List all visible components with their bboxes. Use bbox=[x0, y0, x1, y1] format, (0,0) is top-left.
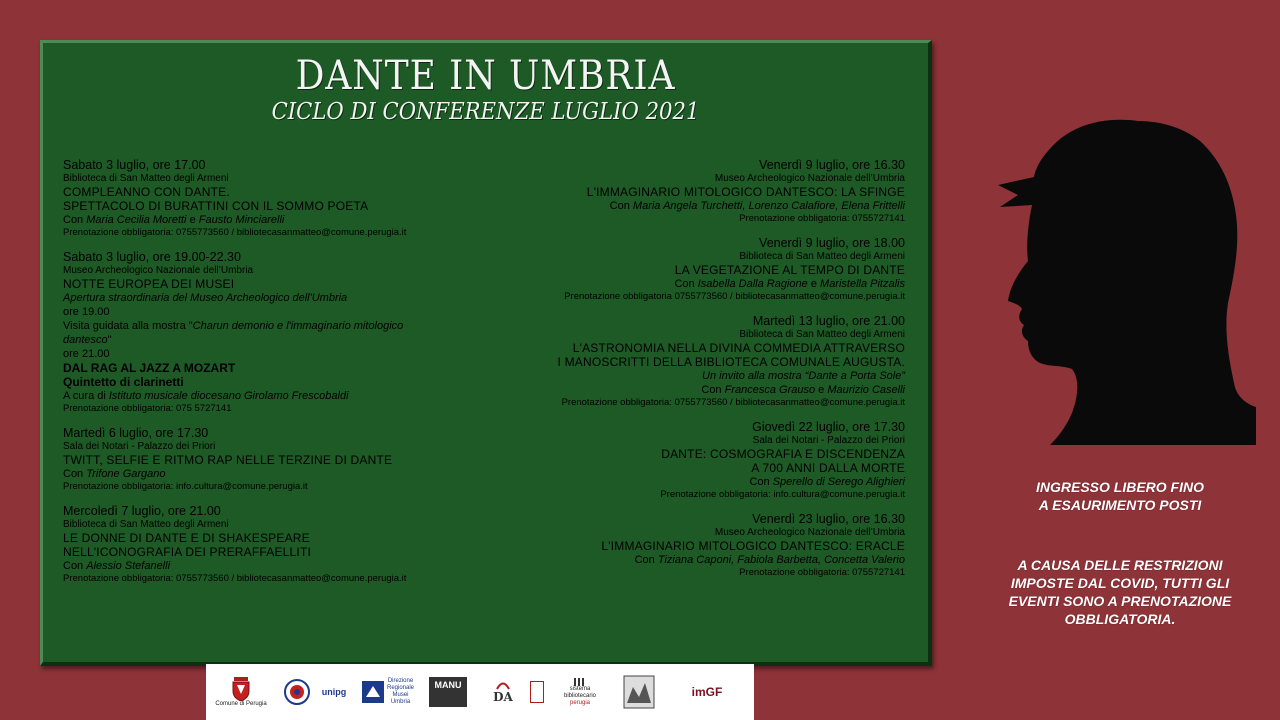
event-title: LA VEGETAZIONE AL TEMPO DI DANTE bbox=[674, 263, 905, 277]
event-venue: Biblioteca di San Matteo degli Armeni bbox=[63, 173, 229, 184]
event-title: L'IMMAGINARIO MITOLOGICO DANTESCO: LA SFINGE bbox=[586, 185, 905, 199]
university-seal bbox=[282, 670, 312, 714]
event-booking: Prenotazione obbligatoria: 0755773560 / bibliotecasanmatteo@comune.perugia.it bbox=[63, 573, 407, 584]
event-speakers: Con Isabella Dalla Ragione e Maristella Pitzalis bbox=[674, 278, 905, 290]
event-card bbox=[495, 158, 905, 225]
right-column bbox=[495, 158, 905, 590]
event-date: Sabato 3 luglio, ore 17.00 bbox=[63, 158, 206, 172]
perugia-logo: Comune di Perugia bbox=[216, 670, 266, 714]
event-title: L'ASTRONOMIA NELLA DIVINA COMMEDIA ATTRAVERSO bbox=[572, 341, 905, 355]
event-speakers: Con Maria Angela Turchetti, Lorenzo Calafiore, Elena Frittelli bbox=[609, 200, 905, 212]
museum-icon bbox=[362, 681, 384, 703]
event-visit-cont: dantesco" bbox=[63, 334, 112, 346]
event-title: LE DONNE DI DANTE E DI SHAKESPEARE bbox=[63, 531, 310, 545]
event-curator: A cura di Istituto musicale diocesano Girolamo Frescobaldi bbox=[63, 390, 349, 402]
event-card bbox=[495, 236, 905, 303]
small-logo bbox=[528, 670, 546, 714]
event-time: ore 19.00 bbox=[63, 306, 110, 318]
event-venue: Biblioteca di San Matteo degli Armeni bbox=[739, 329, 905, 340]
frescobaldi-logo: imGF bbox=[691, 685, 723, 699]
event-card bbox=[495, 512, 905, 579]
event-title: DANTE: COSMOGRAFIA E DISCENDENZA bbox=[661, 447, 905, 461]
seal-icon bbox=[284, 679, 310, 705]
event-date: Giovedì 22 luglio, ore 17.30 bbox=[752, 420, 905, 434]
event-speakers: Con Tiziana Caponi, Fabiola Barbetta, Concetta Valerio bbox=[634, 554, 905, 566]
event-ensemble: Quintetto di clarinetti bbox=[63, 375, 184, 389]
event-title: NELL'ICONOGRAFIA DEI PRERAFFAELLITI bbox=[63, 545, 312, 559]
engraving-logo bbox=[622, 670, 656, 714]
small-emblem-icon bbox=[530, 681, 544, 703]
event-venue: Sala dei Notari - Palazzo dei Priori bbox=[752, 435, 905, 446]
manu-logo: MANU bbox=[428, 670, 468, 714]
event-card bbox=[63, 426, 473, 493]
event-date: Venerdì 23 luglio, ore 16.30 bbox=[752, 512, 905, 526]
da-emblem-icon bbox=[496, 680, 510, 690]
event-time: ore 21.00 bbox=[63, 348, 110, 360]
event-title: COMPLEANNO CON DANTE. bbox=[63, 185, 230, 199]
event-speakers: Con Sperello di Serego Alighieri bbox=[749, 476, 905, 488]
event-venue: Biblioteca di San Matteo degli Armeni bbox=[63, 519, 229, 530]
sponsor-logos bbox=[206, 664, 754, 720]
event-date: Martedì 13 luglio, ore 21.00 bbox=[752, 314, 905, 328]
books-icon bbox=[573, 678, 587, 686]
event-card bbox=[63, 158, 473, 239]
event-speakers: Con Francesca Grauso e Maurizio Caselli bbox=[701, 384, 905, 396]
event-title: SPETTACOLO DI BURATTINI CON IL SOMMO POETA bbox=[63, 199, 369, 213]
event-note: Un invito alla mostra “Dante a Porta Sole” bbox=[702, 370, 905, 382]
event-date: Mercoledì 7 luglio, ore 21.00 bbox=[63, 504, 221, 518]
left-column bbox=[63, 158, 473, 596]
event-venue: Museo Archeologico Nazionale dell’Umbria bbox=[63, 265, 254, 276]
program-board bbox=[40, 40, 932, 666]
page-subtitle: CICLO DI CONFERENZE LUGLIO 2021 bbox=[271, 99, 700, 125]
event-title: L'IMMAGINARIO MITOLOGICO DANTESCO: ERACLE bbox=[601, 539, 905, 553]
event-booking: Prenotazione obbligatoria 0755773560 / bibliotecasanmatteo@comune.perugia.it bbox=[564, 291, 905, 302]
event-card bbox=[495, 314, 905, 409]
da-logo: DA bbox=[488, 670, 518, 714]
event-date: Venerdì 9 luglio, ore 18.00 bbox=[759, 236, 905, 250]
event-venue: Sala dei Notari - Palazzo dei Priori bbox=[63, 441, 216, 452]
event-venue: Museo Archeologico Nazionale dell’Umbria bbox=[714, 527, 905, 538]
event-booking: Prenotazione obbligatoria: 0755727141 bbox=[739, 213, 905, 224]
event-booking: Prenotazione obbligatoria: 0755773560 / bibliotecasanmatteo@comune.perugia.it bbox=[63, 227, 407, 238]
musei-umbria-logo: Direzione Regionale Musei Umbria bbox=[356, 670, 420, 714]
event-card bbox=[63, 504, 473, 585]
event-venue: Biblioteca di San Matteo degli Armeni bbox=[739, 251, 905, 262]
event-speakers: Con Trifone Gargano bbox=[63, 468, 166, 480]
event-booking: Prenotazione obbligatoria: info.cultura@comune.perugia.it bbox=[660, 489, 905, 500]
page-title: DANTE IN UMBRIA bbox=[295, 53, 676, 99]
coat-of-arms-icon bbox=[232, 677, 250, 701]
event-speakers: Con Maria Cecilia Moretti e Fausto Minciarelli bbox=[63, 214, 285, 226]
event-speakers: Con Alessio Stefanelli bbox=[63, 560, 171, 572]
entry-info: INGRESSO LIBERO FINO A ESAURIMENTO POSTI bbox=[1035, 479, 1204, 513]
event-title: NOTTE EUROPEA DEI MUSEI bbox=[63, 277, 235, 291]
event-date: Martedì 6 luglio, ore 17.30 bbox=[63, 426, 209, 440]
event-title: TWITT, SELFIE E RITMO RAP NELLE TERZINE DI DANTE bbox=[63, 453, 393, 467]
event-booking: Prenotazione obbligatoria: 0755773560 / bibliotecasanmatteo@comune.perugia.it bbox=[561, 397, 905, 408]
event-venue: Museo Archeologico Nazionale dell’Umbria bbox=[714, 173, 905, 184]
event-booking: Prenotazione obbligatoria: info.cultura@comune.perugia.it bbox=[63, 481, 308, 492]
event-visit: Visita guidata alla mostra "Charun demonio e l'immaginario mitologico bbox=[63, 320, 404, 332]
covid-info: A CAUSA DELLE RESTRIZIONI IMPOSTE DAL COVID, TUTTI GLI EVENTI SONO A PRENOTAZIONE OBBLIGATORIA. bbox=[1008, 557, 1232, 627]
event-booking: Prenotazione obbligatoria: 0755727141 bbox=[739, 567, 905, 578]
event-card bbox=[495, 420, 905, 501]
event-card bbox=[63, 250, 473, 415]
event-date: Venerdì 9 luglio, ore 16.30 bbox=[759, 158, 905, 172]
event-note: Apertura straordinaria del Museo Archeologico dell'Umbria bbox=[63, 292, 348, 304]
event-title: I MANOSCRITTI DELLA BIBLIOTECA COMUNALE AUGUSTA. bbox=[557, 355, 905, 369]
unipg-logo: unipg bbox=[321, 687, 347, 697]
event-date: Sabato 3 luglio, ore 19.00-22.30 bbox=[63, 250, 241, 264]
event-booking: Prenotazione obbligatoria: 075 5727141 bbox=[63, 403, 232, 414]
sistema-bibliotecario-logo: sistema bibliotecario perugia bbox=[558, 670, 602, 714]
engraving-icon bbox=[623, 675, 655, 709]
event-title: A 700 ANNI DALLA MORTE bbox=[751, 461, 905, 475]
dante-silhouette-icon bbox=[988, 115, 1256, 445]
event-concert: DAL RAG AL JAZZ A MOZART bbox=[63, 361, 236, 375]
